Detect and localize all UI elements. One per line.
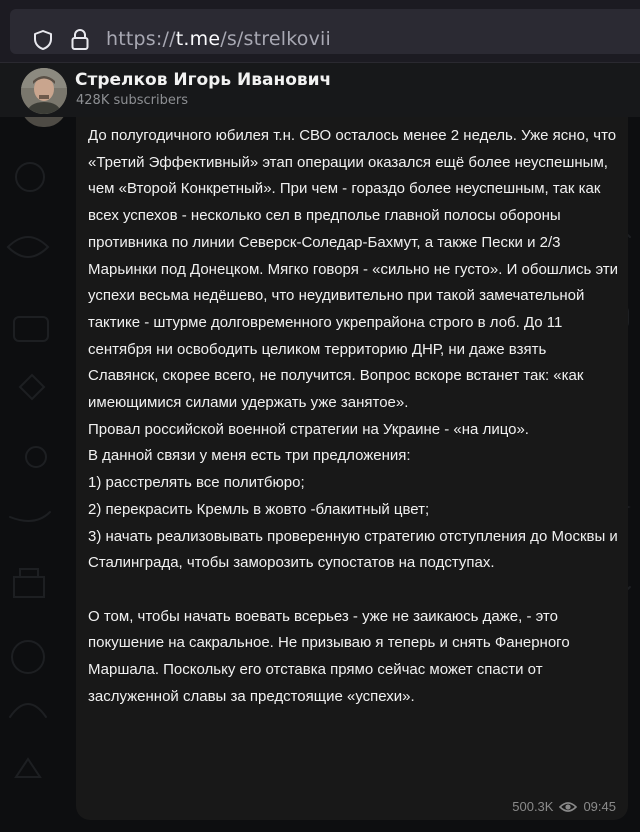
- subscriber-count: 428K subscribers: [76, 93, 188, 108]
- address-bar[interactable]: [10, 9, 640, 54]
- message-text: До полугодичного юбилея т.н. СВО осталось менее 2 недель. Уже ясно, что «Третий Эффективный» этап операции оказался ещё более неуспешным, чем «Второй Конкретный». При чем - гораздо более неуспешным, так как всех успехов - несколько сел в предполье главной полосы обороны противника по линии Северск-Соледар-Бахмут, а также Пески и 2/3 Марьинки под Донецком. Мягко говоря - «сильно не густо». И обошлись эти успехи весьма недёшево, что неудивительно при такой замечательной тактике - штурме долговременного укрепрайона строго в лоб. До 11 сентября ни освободить целиком территорию ДНР, ни даже взять Славянск, скорее всего, не получится. Вопрос вскоре встанет так: «как имеющимися силами удержать уже занятое». Провал российской военной стратегии на Украине - «на лицо». В данной связи у меня есть три предложения: 1) расстрелять все политбюро; 2) перекрасить Кремль в жовто -блакитный цвет; 3) начать реализовывать проверенную стратегию отступления до Москвы и Сталинграда, чтобы заморозить супостатов на подступах. О том, чтобы начать воевать всерьез - уже не заикаюсь даже, - это покушение на сакральное. Не призываю я теперь и снять Фанерного Маршала. Поскольку его отставка прямо сейчас может спасти от заслуженной славы за предстоящие «успехи».: [88, 127, 619, 705]
- message-feed[interactable]: [0, 117, 640, 832]
- url-host: t.me: [175, 28, 221, 50]
- message-bubble[interactable]: [76, 117, 628, 820]
- url-scheme: https://: [106, 28, 176, 50]
- message-meta: [512, 799, 616, 814]
- shield-icon[interactable]: [32, 29, 54, 51]
- view-count: 500.3K: [512, 799, 554, 814]
- channel-avatar[interactable]: [21, 68, 67, 114]
- browser-toolbar: [0, 0, 640, 63]
- channel-name[interactable]: Стрелков Игорь Иванович: [75, 70, 332, 90]
- url-text[interactable]: [106, 28, 331, 50]
- url-path: /s/strelkovii: [220, 28, 331, 50]
- lock-icon[interactable]: [70, 28, 90, 52]
- channel-header[interactable]: [0, 63, 640, 117]
- message-time: 09:45: [583, 799, 616, 814]
- eye-icon: [559, 801, 577, 813]
